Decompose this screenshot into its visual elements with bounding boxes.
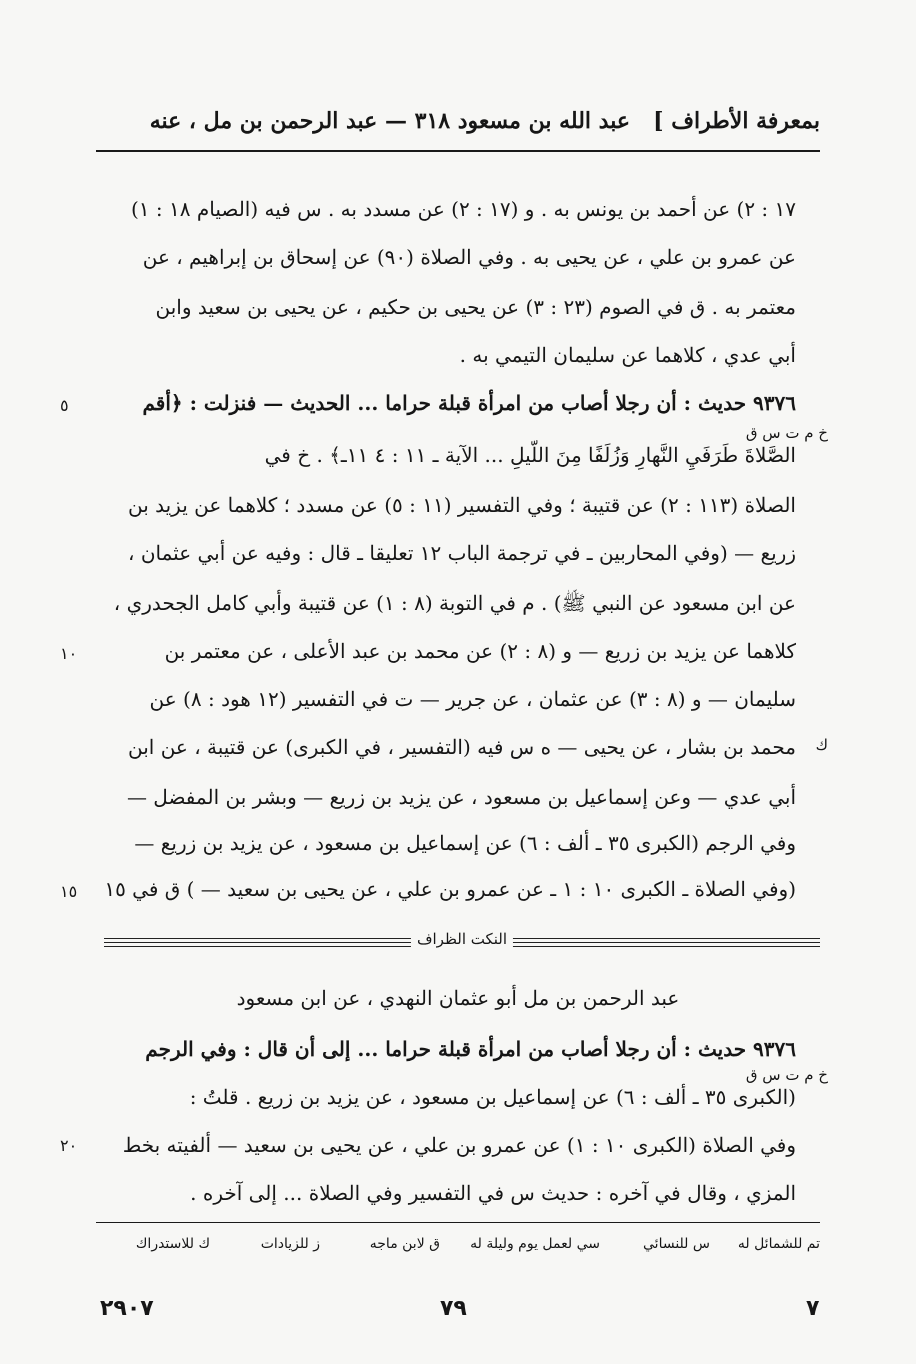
header-rule bbox=[96, 150, 820, 152]
abbrev-item: س للنسائي bbox=[643, 1236, 710, 1252]
page-number-left: ٢٩٠٧ bbox=[100, 1296, 154, 1321]
header-section-title: عبد الله بن مسعود ٣١٨ — عبد الرحمن بن مل ، عنه bbox=[149, 108, 630, 134]
body-line: (الكبرى ٣٥ ـ ألف : ٦) عن إسماعيل بن مسعود ، عن يزيد بن زريع . قلتُ : bbox=[189, 1085, 796, 1109]
section-heading: عبد الرحمن بن مل أبو عثمان النهدي ، عن ابن مسعود bbox=[236, 986, 680, 1010]
margin-sigla: خ م ت س ق bbox=[745, 1066, 828, 1084]
hadith-entry-start: ٩٣٧٦ حديث : أن رجلا أصاب من امرأة قبلة حراما ... إلى أن قال : وفي الرجم bbox=[145, 1037, 796, 1061]
header-book-title: بمعرفة الأطراف ] bbox=[653, 108, 820, 134]
line-number-15: ١٥ bbox=[60, 882, 78, 901]
body-line: كلاهما عن يزيد بن زريع — و (٨ : ٢) عن محمد بن عبد الأعلى ، عن معتمر بن bbox=[164, 639, 796, 663]
abbrev-item: تم للشمائل له bbox=[737, 1236, 820, 1252]
margin-sigla: ك bbox=[815, 736, 828, 754]
page-number-center: ٧٩ bbox=[440, 1296, 467, 1321]
abbreviation-key bbox=[96, 1232, 820, 1260]
page-number-right: ٧ bbox=[806, 1296, 820, 1321]
body-line: أبي عدي — وعن إسماعيل بن مسعود ، عن يزيد بن زريع — وبشر بن المفضل — bbox=[126, 785, 796, 809]
body-line: (وفي الصلاة ـ الكبرى ١٠ : ١ ـ عن عمرو بن علي ، عن يحيى بن سعيد — ) ق في ١٥ bbox=[104, 877, 796, 901]
body-line: أبي عدي ، كلاهما عن سليمان التيمي به . bbox=[459, 343, 796, 367]
body-line: عن ابن مسعود عن النبي ﷺ) . م في التوبة (٨ : ١) عن قتيبة وأبي كامل الجحدري ، bbox=[113, 591, 796, 615]
abbrev-item: ز للزيادات bbox=[260, 1236, 320, 1252]
body-line: ١٧ : ٢) عن أحمد بن يونس به . و (١٧ : ٢) عن مسدد به . س فيه (الصيام ١٨ : ١) bbox=[130, 197, 796, 221]
body-line: وفي الرجم (الكبرى ٣٥ ـ ألف : ٦) عن إسماعيل بن مسعود ، عن يزيد بن زريع — bbox=[134, 831, 796, 855]
quran-quote-line: الصَّلاةَ طَرَفَيِ النَّهارِ وَزُلَفًا مِنَ اللَّيلِ ... الآية ـ ١١ : ٤ ١١ـ﴾ . خ في bbox=[264, 443, 796, 467]
footnote-rule bbox=[96, 1222, 820, 1223]
body-line: الصلاة (١١٣ : ٢) عن قتيبة ؛ وفي التفسير (١١ : ٥) عن مسدد ؛ كلاهما عن يزيد بن bbox=[127, 493, 796, 517]
body-line: محمد بن بشار ، عن يحيى — ه س فيه (التفسير ، في الكبرى) عن قتيبة ، عن ابن bbox=[127, 735, 796, 759]
section-separator bbox=[104, 928, 820, 954]
body-line: سليمان — و (٨ : ٣) عن عثمان ، عن جرير — ت في التفسير (١٢ هود : ٨) عن bbox=[149, 687, 796, 711]
abbrev-item: ق لابن ماجه bbox=[369, 1236, 440, 1252]
body-line: وفي الصلاة (الكبرى ١٠ : ١) عن عمرو بن علي ، عن يحيى بن سعيد — ألفيته بخط bbox=[122, 1133, 796, 1157]
hadith-entry-start: ٩٣٧٦ حديث : أن رجلا أصاب من امرأة قبلة حراما ... الحديث — فنزلت : ﴿أقم bbox=[142, 391, 796, 415]
line-number-20: ٢٠ bbox=[60, 1136, 78, 1155]
body-line: المزي ، وقال في آخره : حديث س في التفسير وفي الصلاة ... إلى آخره . bbox=[190, 1181, 796, 1205]
body-line: عن عمرو بن علي ، عن يحيى به . وفي الصلاة (٩٠) عن إسحاق بن إبراهيم ، عن bbox=[142, 245, 796, 269]
line-number-10: ١٠ bbox=[60, 644, 78, 663]
margin-sigla: خ م ت س ق bbox=[745, 424, 828, 442]
abbrev-item: ك للاستدراك bbox=[135, 1236, 210, 1252]
abbrev-item: سي لعمل يوم وليلة له bbox=[470, 1236, 600, 1252]
running-header bbox=[96, 92, 820, 148]
body-line: معتمر به . ق في الصوم (٢٣ : ٣) عن يحيى بن حكيم ، عن يحيى بن سعيد وابن bbox=[155, 295, 796, 319]
body-line: زريع — (وفي المحاربين ـ في ترجمة الباب ١٢ تعليقا ـ قال : وفيه عن أبي عثمان ، bbox=[128, 541, 796, 565]
line-number-5: ٥ bbox=[60, 396, 69, 415]
separator-label: النكت الظراف bbox=[411, 930, 513, 948]
